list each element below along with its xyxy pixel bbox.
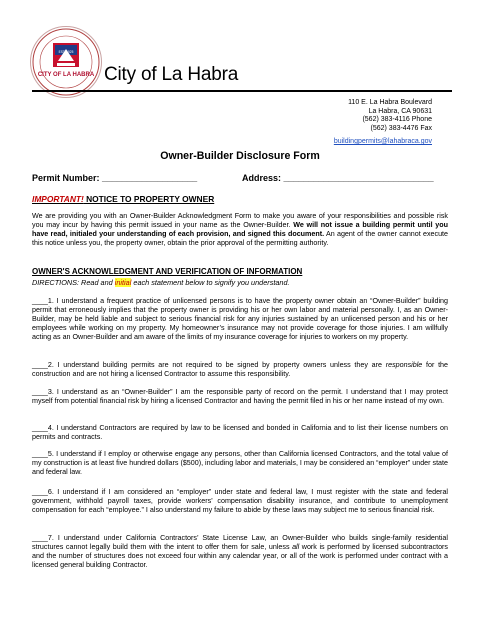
statement-7-rest: work is performed by licensed subcontractors and the number of structures does not exceed four within any calendar year, or all of the work is performed under contract with a licensed general building Contractor.: [32, 542, 448, 569]
address-line: La Habra, CA 90631: [368, 107, 432, 115]
city-name-heading: City of La Habra: [104, 64, 239, 85]
statement-7[interactable]: [32, 534, 448, 570]
intro-bold-text: We will not issue a building permit until you have read, initialed your understanding of each provision, and signed this document.: [32, 220, 448, 238]
statement-5[interactable]: ____5. I understand if I employ or otherwise engage any persons, other than California licensed Contractors, and the total value of my construction is at least five hundred dollars ($500), including labor and materials, I may be considered an “employer” under state and federal law.: [32, 450, 448, 476]
intro-paragraph: [32, 212, 448, 248]
city-address-block: [334, 99, 432, 147]
statement-2-rest: for the construction and are not hiring a licensed Contractor to assume this responsibility.: [32, 361, 449, 378]
svg-text:EST. 1925: EST. 1925: [58, 50, 74, 54]
directions-tail: each statement below to signify you understand.: [131, 278, 290, 287]
directions-text: [32, 278, 290, 287]
email-link[interactable]: buildingpermits@lahabraca.gov: [333, 138, 432, 146]
statement-2-italic: responsible: [385, 361, 423, 369]
address-field[interactable]: Address: ______________________________: [242, 173, 434, 183]
intro-text: We are providing you with an Owner-Builder Acknowledgment Form to make you aware of your responsibilities and possible risk you may incur by having this permit issued in your name as the Owner-Builder.: [32, 212, 448, 229]
statement-2-text: ____2. I understand building permits are not required to be signed by property owners unless they are: [32, 361, 386, 369]
important-label: IMPORTANT!: [32, 194, 84, 204]
city-seal-logo: [30, 26, 102, 98]
fax-line: (562) 383-4476 Fax: [370, 124, 432, 132]
notice-heading: [32, 194, 214, 204]
statement-7-text: ____7. I understand under California Contractors’ State License Law, an Owner-Builder who builds single-family residential structures cannot legally build them with the intent to offer them for sale, unless: [32, 534, 448, 551]
address-line: 110 E. La Habra Boulevard: [348, 99, 432, 106]
statement-2[interactable]: [32, 361, 448, 379]
phone-line: (562) 383-4116 Phone: [362, 116, 432, 124]
notice-heading-text: NOTICE TO PROPERTY OWNER: [83, 194, 215, 204]
statement-7-italic: all: [292, 542, 300, 551]
form-title: Owner-Builder Disclosure Form: [160, 150, 320, 162]
intro-text-end: An agent of the owner cannot execute this notice unless you, the property owner, obtain the prior approval of the permitting authority.: [32, 229, 449, 247]
header-divider: [32, 90, 452, 92]
statement-1[interactable]: ____1. I understand a frequent practice of unlicensed persons is to have the property owner obtain an “Owner-Builder” building permit that erroneously implies that the property owner is providing his or her own labor and material personally. I, as an Owner-Builder, may be held liable and subject to serious financial risk for any injuries sustained by an unlicensed person and his or her employees while working on my property. My homeowner’s insurance may not provide coverage for those injuries. I am willfully acting as an Owner-Builder and am aware of the limits of my insurance coverage for injuries to workers on my property.: [32, 297, 448, 341]
permit-number-field[interactable]: Permit Number: ___________________: [32, 173, 198, 183]
statement-6[interactable]: ____6. I understand if I am considered an “employer” under state and federal law, I must register with the state and federal government, withhold payroll taxes, provide workers’ compensation disability insurance, and contribute to unemployment compensation for each “employee.” I also understand my failure to abide by these laws may subject me to serious financial risk.: [32, 488, 448, 514]
directions-highlight: initial: [114, 278, 132, 287]
svg-text:CITY OF LA HABRA: CITY OF LA HABRA: [37, 72, 95, 78]
directions-lead: DIRECTIONS: Read and: [32, 278, 115, 287]
statement-3[interactable]: ____3. I understand as an “Owner-Builder” I am the responsible party of record on the permit. I understand that I may protect myself from potential financial risk by hiring a licensed Contractor and having the permit filed in his or her name instead of my own.: [32, 388, 448, 405]
acknowledgment-heading: OWNER'S ACKNOWLEDGMENT AND VERIFICATION OF INFORMATION: [32, 267, 303, 276]
statement-4[interactable]: ____4. I understand Contractors are required by law to be licensed and bonded in California and to list their license numbers on permits and contracts.: [32, 424, 448, 441]
